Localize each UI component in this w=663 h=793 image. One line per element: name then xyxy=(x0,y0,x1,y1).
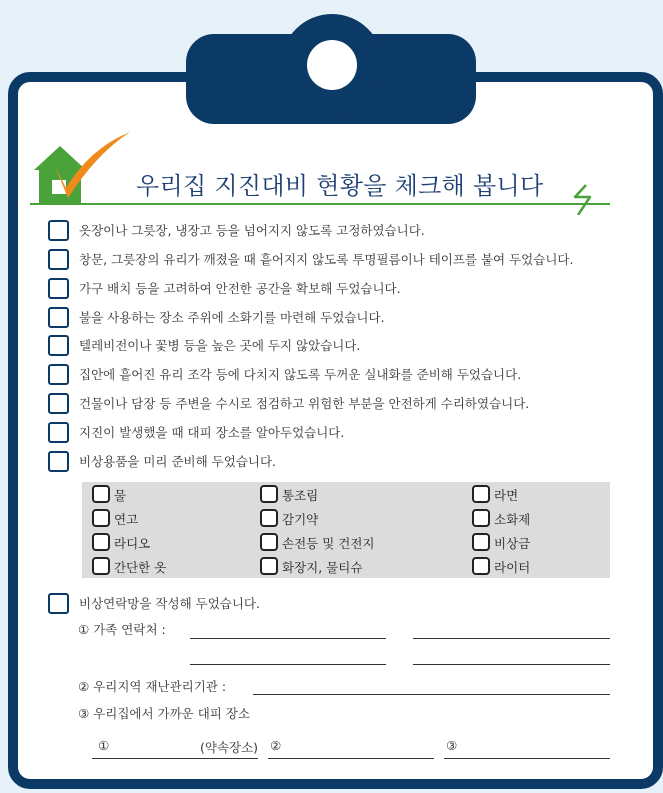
checklist-item-label: 지진이 발생했을 때 대피 장소를 알아두었습니다. xyxy=(79,425,345,440)
checkbox[interactable] xyxy=(48,335,69,356)
supply-label: 소화제 xyxy=(494,512,531,527)
supply-checkbox[interactable] xyxy=(92,509,110,527)
supply-label: 비상금 xyxy=(494,536,531,551)
header xyxy=(30,130,620,215)
family-contact-field[interactable] xyxy=(413,638,610,639)
checkbox[interactable] xyxy=(48,307,69,328)
checkbox[interactable] xyxy=(48,220,69,241)
shelter-slot-1-number: ① xyxy=(98,738,110,753)
checkbox[interactable] xyxy=(48,451,69,472)
promise-place-label: (약속장소) xyxy=(200,740,259,755)
supply-checkbox[interactable] xyxy=(92,533,110,551)
family-contact-field[interactable] xyxy=(190,638,386,639)
supply-checkbox[interactable] xyxy=(92,485,110,503)
supply-checkbox[interactable] xyxy=(472,533,490,551)
page-title: 우리집 지진대비 현황을 체크해 봅니다 xyxy=(136,172,544,200)
checkbox[interactable] xyxy=(48,422,69,443)
house-check-icon xyxy=(30,130,140,210)
checkbox[interactable] xyxy=(48,364,69,385)
supply-label: 간단한 옷 xyxy=(114,560,167,575)
supply-label: 화장지, 물티슈 xyxy=(282,560,363,575)
supply-checkbox[interactable] xyxy=(472,485,490,503)
checklist-item-label: 창문, 그릇장의 유리가 깨졌을 때 흩어지지 않도록 투명필름이나 테이프를 붙여 두었습니다. xyxy=(79,252,574,267)
checklist-item-label: 건물이나 담장 등 주변을 수시로 점검하고 위험한 부분을 안전하게 수리하였습니다. xyxy=(79,396,530,411)
supply-label: 라디오 xyxy=(114,536,151,551)
agency-field[interactable] xyxy=(253,694,610,695)
checkbox[interactable] xyxy=(48,278,69,299)
checkbox[interactable] xyxy=(48,249,69,270)
supply-checkbox[interactable] xyxy=(260,509,278,527)
checklist-item-label: 가구 배치 등을 고려하여 안전한 공간을 확보해 두었습니다. xyxy=(79,281,401,296)
supply-label: 통조림 xyxy=(282,488,319,503)
shelter-slot-2-number: ② xyxy=(270,738,282,753)
supply-checkbox[interactable] xyxy=(260,533,278,551)
supply-label: 라이터 xyxy=(494,560,531,575)
supply-checkbox[interactable] xyxy=(92,557,110,575)
clipboard-clip-hole xyxy=(307,40,357,90)
lightning-icon xyxy=(575,185,590,215)
shelter-field-1[interactable] xyxy=(92,758,258,759)
supplies-panel xyxy=(82,482,610,578)
checkbox[interactable] xyxy=(48,393,69,414)
supply-label: 라면 xyxy=(494,488,519,503)
supply-label: 손전등 및 건전지 xyxy=(282,536,375,551)
checklist-item-label: 비상연락망을 작성해 두었습니다. xyxy=(79,596,260,611)
checklist-item-label: 비상용품을 미리 준비해 두었습니다. xyxy=(79,454,277,469)
supply-checkbox[interactable] xyxy=(472,557,490,575)
supply-checkbox[interactable] xyxy=(472,509,490,527)
checklist-item-label: 불을 사용하는 장소 주위에 소화기를 마련해 두었습니다. xyxy=(79,310,385,325)
supply-label: 연고 xyxy=(114,512,139,527)
checklist-item-label: 텔레비전이나 꽃병 등을 높은 곳에 두지 않았습니다. xyxy=(79,338,361,353)
family-contact-label: ① 가족 연락처 : xyxy=(78,622,166,637)
supply-label: 감기약 xyxy=(282,512,319,527)
shelter-field-2[interactable] xyxy=(268,758,434,759)
supply-label: 물 xyxy=(114,488,127,503)
checklist-item-label: 옷장이나 그릇장, 냉장고 등을 넘어지지 않도록 고정하였습니다. xyxy=(79,223,425,238)
checkbox[interactable] xyxy=(48,593,69,614)
agency-label: ② 우리지역 재난관리기관 : xyxy=(78,679,227,694)
checklist-item-label: 집안에 흩어진 유리 조각 등에 다치지 않도록 두꺼운 실내화를 준비해 두었습니다. xyxy=(79,367,522,382)
shelter-slot-3-number: ③ xyxy=(446,738,458,753)
family-contact-field[interactable] xyxy=(413,664,610,665)
supply-checkbox[interactable] xyxy=(260,485,278,503)
supply-checkbox[interactable] xyxy=(260,557,278,575)
family-contact-field[interactable] xyxy=(190,664,386,665)
shelter-label: ③ 우리집에서 가까운 대피 장소 xyxy=(78,706,251,721)
shelter-field-3[interactable] xyxy=(444,758,610,759)
